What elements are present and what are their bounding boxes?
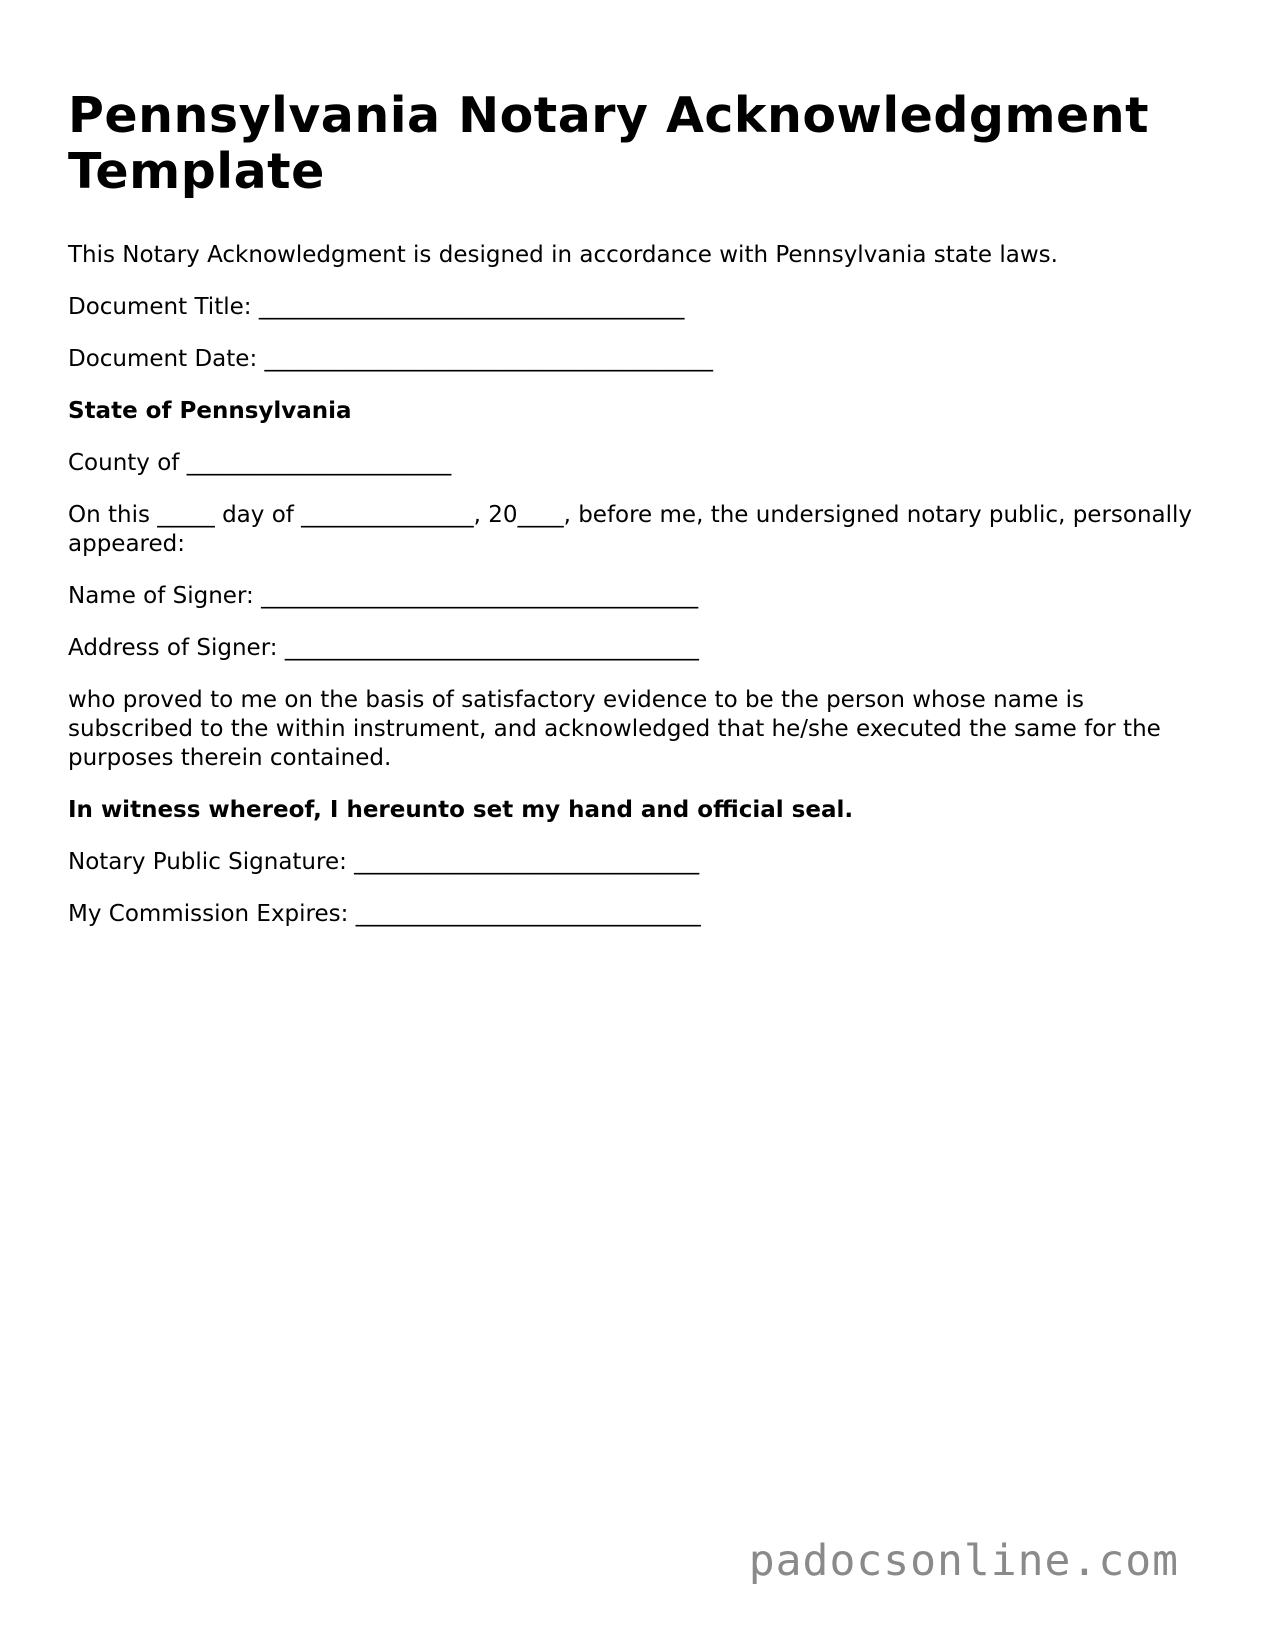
document-page [68, 88, 1198, 929]
signer-address-field: Address of Signer: ____________________________________ [68, 635, 699, 661]
proof-paragraph: who proved to me on the basis of satisfactory evidence to be the person whose name is subscribed to the within instrument, and acknowledged that he/she executed the same for the purposes therein contained. [68, 687, 1161, 771]
page-title: Pennsylvania Notary Acknowledgment Template [68, 87, 1150, 200]
signer-name-field: Name of Signer: ______________________________________ [68, 583, 699, 609]
witness-statement: In witness whereof, I hereunto set my hand and official seal. [68, 797, 854, 823]
intro-text: This Notary Acknowledgment is designed in accordance with Pennsylvania state laws. [68, 242, 1058, 268]
notary-signature-field: Notary Public Signature: ______________________________ [68, 849, 700, 875]
state-heading: State of Pennsylvania [68, 398, 352, 424]
appearance-statement: On this _____ day of _______________, 20____, before me, the undersigned notary public, personally appeared: [68, 502, 1193, 557]
commission-expires-field: My Commission Expires: ______________________________ [68, 901, 701, 927]
document-date-field: Document Date: _______________________________________ [68, 346, 713, 372]
county-field: County of _______________________ [68, 450, 452, 476]
document-title-field: Document Title: _____________________________________ [68, 294, 685, 320]
watermark: padocsonline.com [748, 1536, 1179, 1586]
